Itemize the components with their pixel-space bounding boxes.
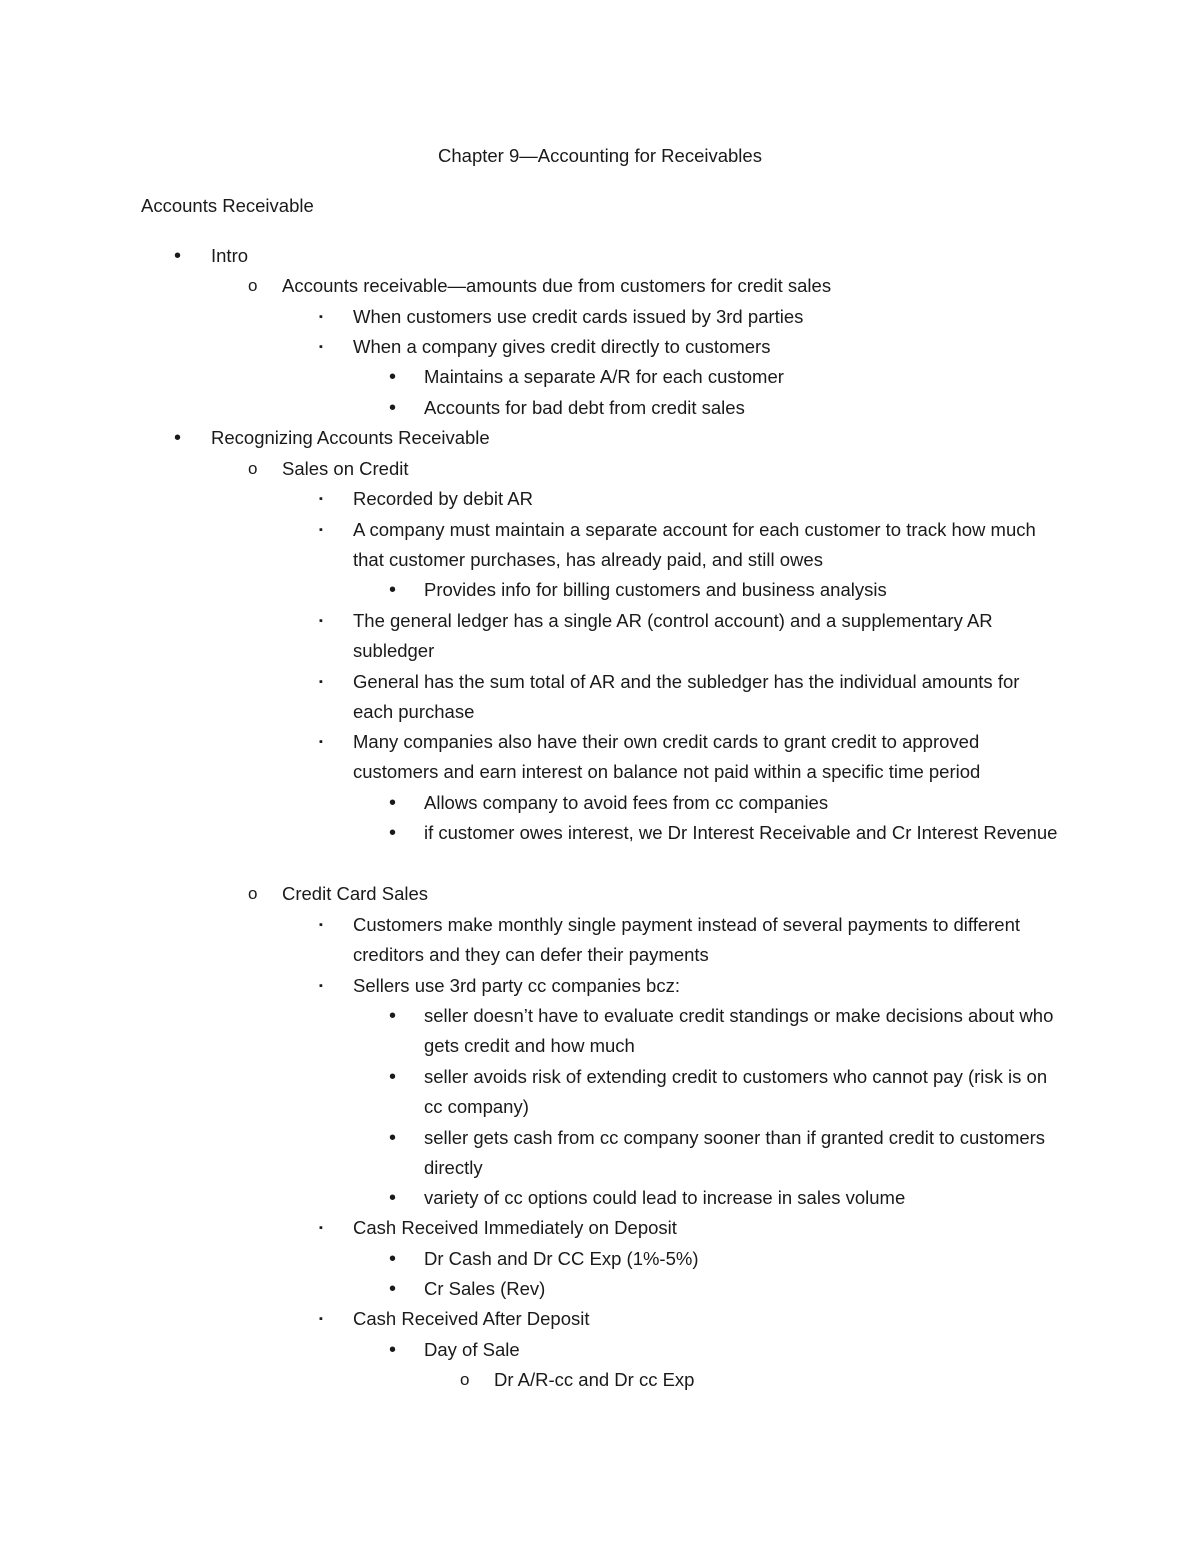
list-item xyxy=(319,667,1053,728)
square-bullet-icon: ▪ xyxy=(319,1222,323,1234)
list-item-text: A company must maintain a separate account for each customer to track how much that customer purchases, has already paid, and still owes xyxy=(353,519,1036,571)
circle-bullet-icon: o xyxy=(248,276,258,295)
list-item xyxy=(248,271,1072,301)
list-item xyxy=(460,1365,1064,1395)
square-bullet-icon: ▪ xyxy=(319,615,323,627)
list-item-text: variety of cc options could lead to increase in sales volume xyxy=(424,1187,906,1208)
bullet-icon: • xyxy=(389,1339,397,1361)
bullet-icon: • xyxy=(174,245,182,267)
list-item xyxy=(389,818,1064,848)
list-item xyxy=(389,1244,1064,1274)
list-item-text: Recorded by debit AR xyxy=(353,488,533,509)
list-item xyxy=(389,1274,1064,1304)
list-item xyxy=(389,575,1064,605)
bullet-icon: • xyxy=(389,792,397,814)
bullet-icon: • xyxy=(389,1278,397,1300)
square-bullet-icon: ▪ xyxy=(319,980,323,992)
square-bullet-icon: ▪ xyxy=(319,493,323,505)
bullet-icon: • xyxy=(389,397,397,419)
list-item-text: Credit Card Sales xyxy=(282,883,429,904)
list-item-text: The general ledger has a single AR (control account) and a supplementary AR subledger xyxy=(353,610,993,662)
square-bullet-icon: ▪ xyxy=(319,1313,323,1325)
list-item xyxy=(319,971,1053,1001)
list-item-text: seller gets cash from cc company sooner than if granted credit to customers directly xyxy=(424,1127,1046,1179)
bullet-icon: • xyxy=(174,427,182,449)
list-item xyxy=(319,484,1053,514)
circle-bullet-icon: o xyxy=(460,1370,470,1389)
list-item-text: Cash Received After Deposit xyxy=(353,1308,590,1329)
list-item-text: When customers use credit cards issued by 3rd parties xyxy=(353,306,804,327)
list-item xyxy=(319,606,1053,667)
document-title: Chapter 9—Accounting for Receivables xyxy=(438,145,762,166)
list-item xyxy=(389,1123,1064,1184)
bullet-icon: • xyxy=(389,579,397,601)
bullet-icon: • xyxy=(389,1187,397,1209)
list-item xyxy=(248,454,1072,484)
list-item xyxy=(174,241,1071,271)
list-item xyxy=(319,910,1053,971)
square-bullet-icon: ▪ xyxy=(319,676,323,688)
list-item xyxy=(319,1304,1053,1334)
list-item xyxy=(174,423,1071,453)
list-item xyxy=(319,302,1053,332)
list-item xyxy=(389,1183,1064,1213)
bullet-icon: • xyxy=(389,1066,397,1088)
bullet-icon: • xyxy=(389,1005,397,1027)
list-item-text: Day of Sale xyxy=(424,1339,520,1360)
list-item-text: if customer owes interest, we Dr Interest Receivable and Cr Interest Revenue xyxy=(424,822,1058,843)
list-item-text: Many companies also have their own credit cards to grant credit to approved customers and earn interest on balance not paid within a specific time period xyxy=(353,731,981,783)
list-item-text: Dr Cash and Dr CC Exp (1%-5%) xyxy=(424,1248,699,1269)
list-item-text: General has the sum total of AR and the subledger has the individual amounts for each purchase xyxy=(353,671,1020,723)
list-item xyxy=(319,1213,1053,1243)
list-item xyxy=(248,879,1072,909)
list-item xyxy=(389,1062,1064,1123)
list-item-text: Dr A/R-cc and Dr cc Exp xyxy=(494,1369,695,1390)
list-item-text: seller doesn’t have to evaluate credit standings or make decisions about who gets credit and how much xyxy=(424,1005,1054,1057)
circle-bullet-icon: o xyxy=(248,459,258,478)
list-item-text: Sellers use 3rd party cc companies bcz: xyxy=(353,975,680,996)
square-bullet-icon: ▪ xyxy=(319,919,323,931)
square-bullet-icon: ▪ xyxy=(319,736,323,748)
circle-bullet-icon: o xyxy=(248,884,258,903)
list-item xyxy=(389,788,1064,818)
list-item xyxy=(319,515,1053,576)
square-bullet-icon: ▪ xyxy=(319,341,323,353)
list-item-text: seller avoids risk of extending credit to customers who cannot pay (risk is on cc company) xyxy=(424,1066,1048,1118)
list-item-text: Maintains a separate A/R for each customer xyxy=(424,366,784,387)
list-item-text: Accounts receivable—amounts due from customers for credit sales xyxy=(282,275,832,296)
list-item-text: When a company gives credit directly to customers xyxy=(353,336,771,357)
list-item-text: Sales on Credit xyxy=(282,458,409,479)
bullet-icon: • xyxy=(389,1248,397,1270)
list-item xyxy=(319,332,1053,362)
list-item-text: Recognizing Accounts Receivable xyxy=(211,427,490,448)
bullet-icon: • xyxy=(389,822,397,844)
square-bullet-icon: ▪ xyxy=(319,311,323,323)
square-bullet-icon: ▪ xyxy=(319,524,323,536)
list-item-text: Allows company to avoid fees from cc companies xyxy=(424,792,829,813)
list-item-text: Cr Sales (Rev) xyxy=(424,1278,546,1299)
list-item-text: Provides info for billing customers and business analysis xyxy=(424,579,887,600)
list-item-text: Accounts for bad debt from credit sales xyxy=(424,397,745,418)
list-item xyxy=(389,362,1064,392)
bullet-icon: • xyxy=(389,1127,397,1149)
list-item-text: Intro xyxy=(211,245,249,266)
section-heading: Accounts Receivable xyxy=(141,195,314,216)
list-item-text: Customers make monthly single payment instead of several payments to different creditors and they can defer their payments xyxy=(353,914,1021,966)
list-item xyxy=(389,1335,1064,1365)
list-item xyxy=(319,727,1053,788)
list-item-text: Cash Received Immediately on Deposit xyxy=(353,1217,677,1238)
list-item xyxy=(389,1001,1064,1062)
list-item xyxy=(389,393,1064,423)
bullet-icon: • xyxy=(389,366,397,388)
